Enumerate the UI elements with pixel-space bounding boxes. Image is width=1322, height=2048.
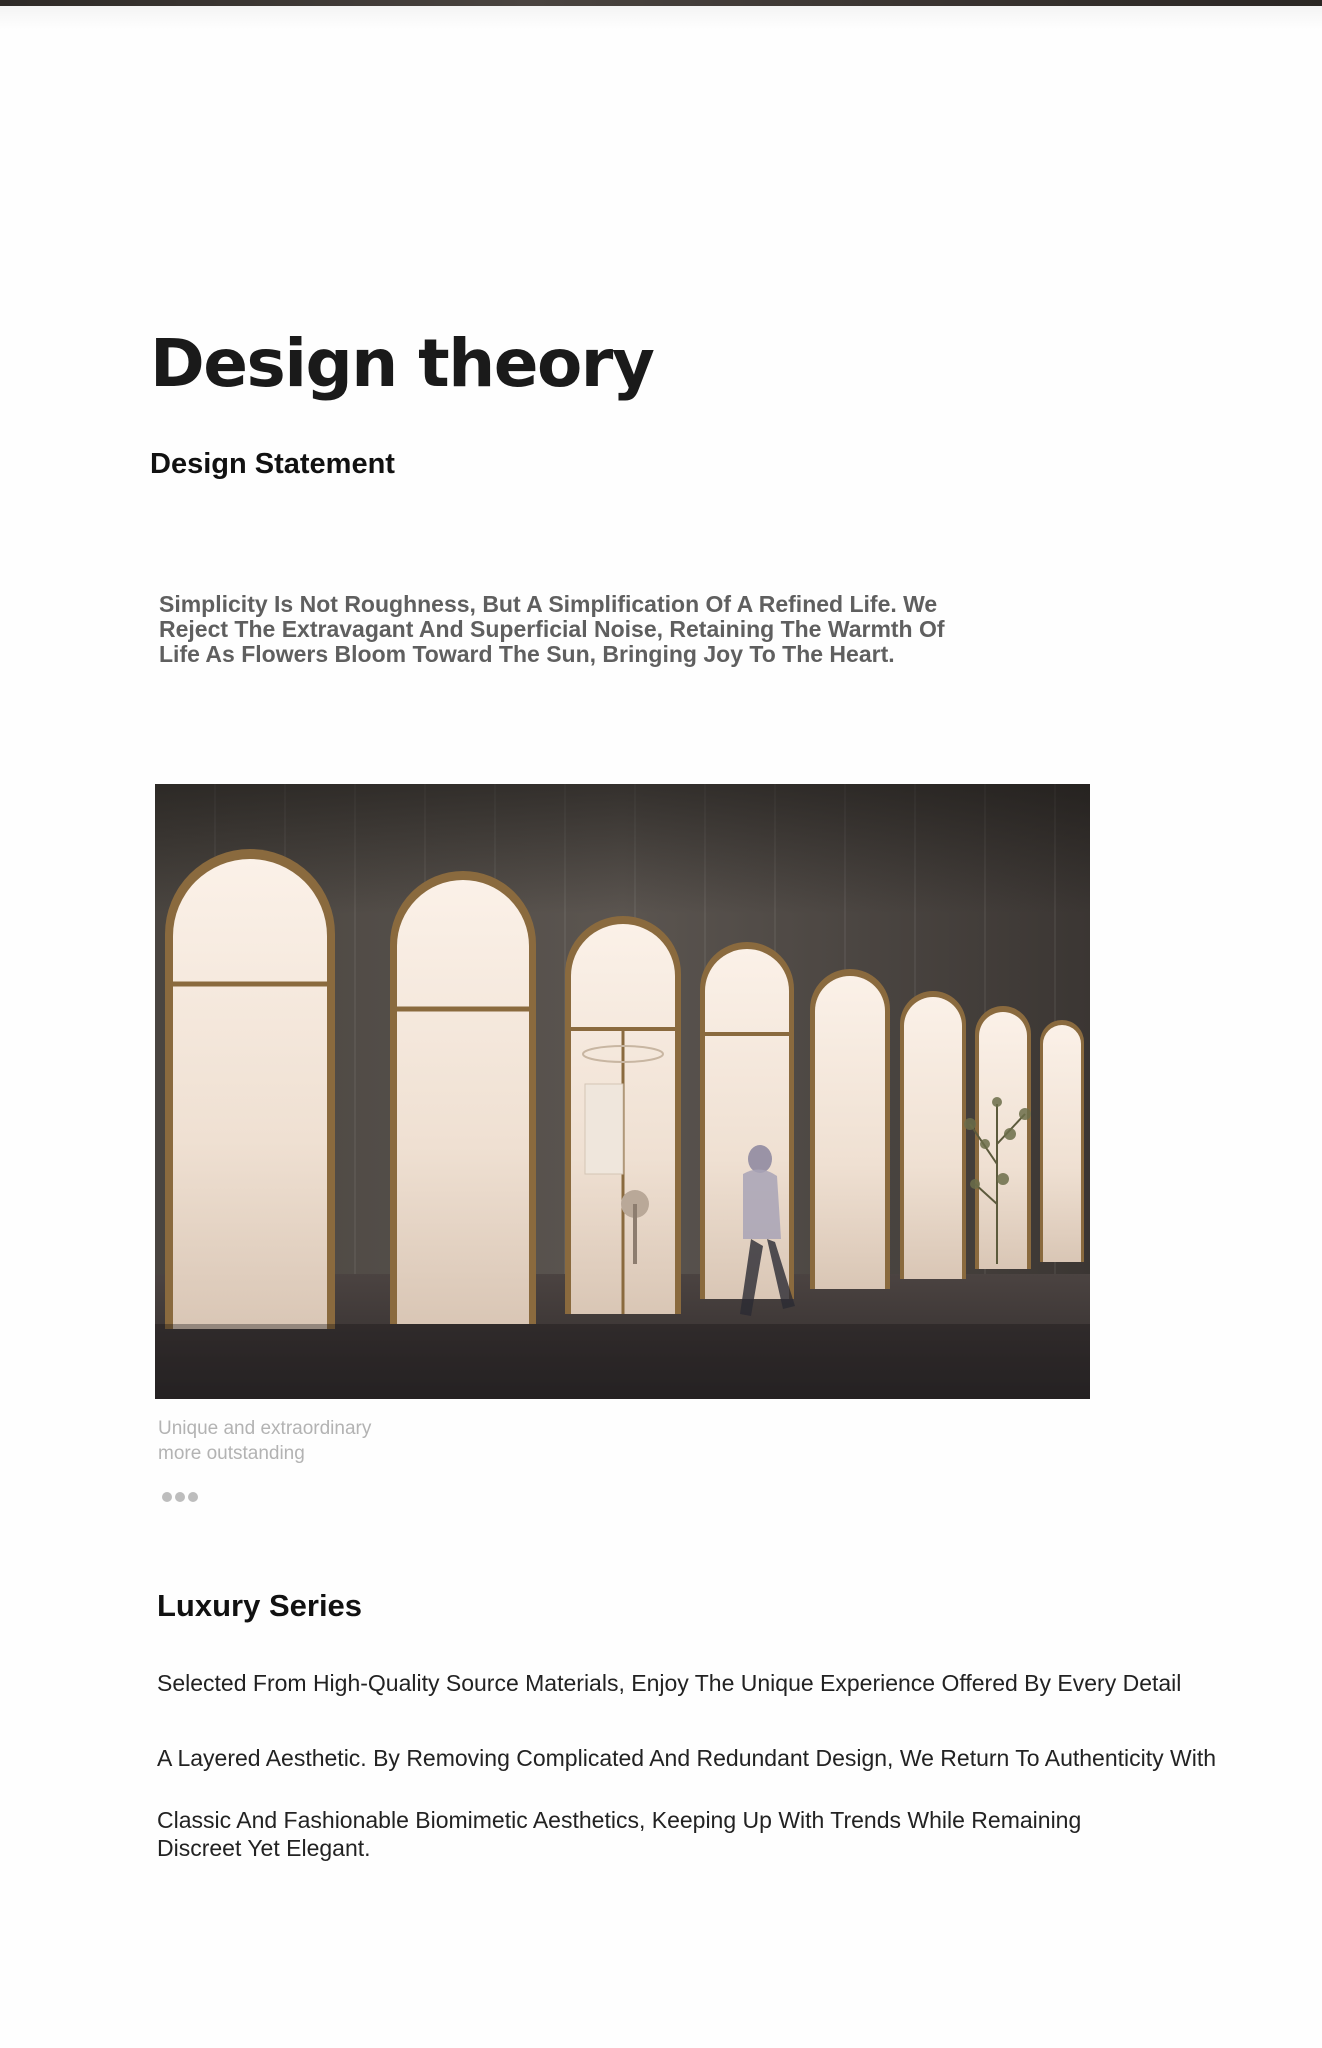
dot bbox=[162, 1492, 172, 1502]
dot bbox=[188, 1492, 198, 1502]
luxury-text-line: Selected From High-Quality Source Materials, Enjoy The Unique Experience Offered By Every Detail bbox=[157, 1670, 1182, 1696]
caption-line: Unique and extraordinary bbox=[158, 1418, 372, 1439]
storefront-photo bbox=[155, 784, 1090, 1399]
caption-line: more outstanding bbox=[158, 1443, 305, 1464]
photo-caption bbox=[158, 1416, 371, 1466]
design-statement-heading: Design Statement bbox=[150, 448, 395, 480]
luxury-series-heading: Luxury Series bbox=[157, 1588, 363, 1623]
ellipsis-dots-icon bbox=[162, 1492, 198, 1504]
page-title: Design theory bbox=[150, 325, 654, 402]
storefront-illustration bbox=[155, 784, 1090, 1399]
top-banner-shadow bbox=[0, 6, 1322, 30]
luxury-text-line: Classic And Fashionable Biomimetic Aesthetics, Keeping Up With Trends While Remaining Discreet Yet Elegant. bbox=[157, 1807, 1082, 1861]
luxury-text-line: A Layered Aesthetic. By Removing Complicated And Redundant Design, We Return To Authenticity With bbox=[157, 1745, 1217, 1771]
dot bbox=[175, 1492, 185, 1502]
design-statement-text: Simplicity Is Not Roughness, But A Simplification Of A Refined Life. We Reject The Extravagant And Superficial Noise, Retaining The Warmth Of Life As Flowers Bloom Toward The Sun, Bringing Joy To The Heart. bbox=[159, 591, 945, 667]
